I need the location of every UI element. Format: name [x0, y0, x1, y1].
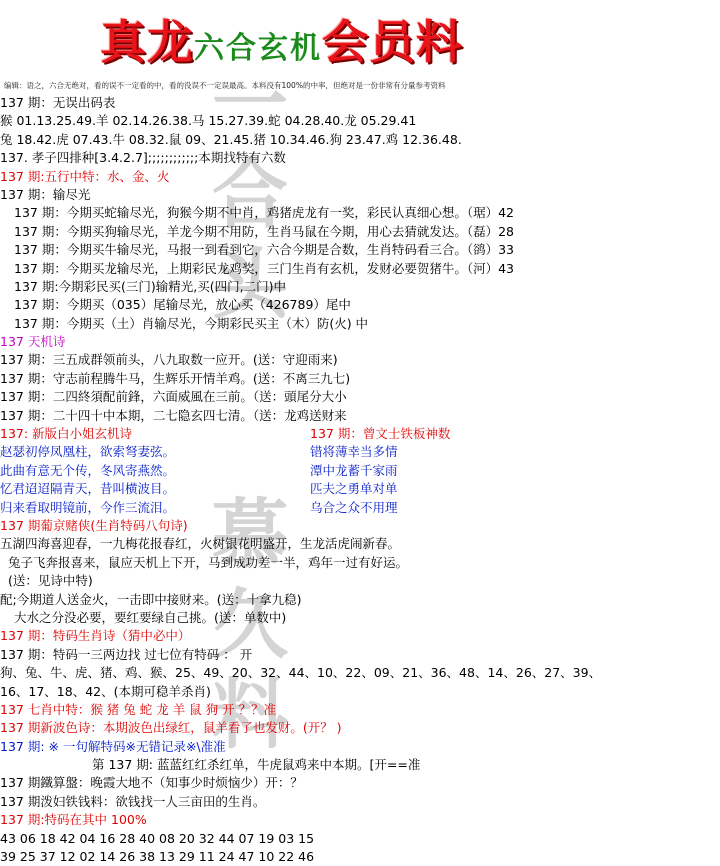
line-pairing-2: 大水之分没必要，要红要绿自己挑。(送：单数中): [14, 609, 287, 625]
line-shrew-material: 137 期泼妇铁钱料：欲钱找一人三亩田的生肖。: [0, 793, 266, 809]
line-wave-color-poem: 137 期新波色诗：本期波色出绿红，鼠羊看了也发财。(开？ ): [0, 720, 342, 736]
white-lady-poem-title: 137: 新版白小姐玄机诗: [0, 426, 133, 442]
iron-plate-line: 乌合之众不用理: [310, 499, 398, 515]
line-number-list-2: 16、17、18、42、(本期可稳羊杀肖): [0, 683, 211, 699]
line-filial-four: 137. 孝子四排种[3.4.2.7];;;;;;;;;;;;本期找特有六数: [0, 150, 286, 166]
banner: [0, 0, 720, 80]
line-special-code-search: 137 期：特码一三两边找 过七位有特码 ： 开: [0, 646, 253, 662]
content: [0, 94, 720, 866]
watermark-char: 头: [212, 240, 288, 329]
line-five-elements: 137 期:五行中特：水、金、火: [0, 168, 170, 184]
line-lose-dragon: 137 期：今期买龙输尽光，上期彩民龙鸡奖，三门生肖有玄机，发财必要贺猪牛。（河）43: [14, 260, 514, 276]
line-no-error-title: 137 期：无误出码表: [0, 95, 116, 110]
line-heaven-poem-4: 137 期：二十四十中本期，二七隐玄四七清。（送：龙鸡送财来: [0, 407, 347, 423]
watermark-char: 一: [212, 60, 288, 149]
line-one-sentence-answer: 第 137 期: 蓝蓝红红杀红单，牛虎鼠鸡来中本期。[开==准: [92, 757, 421, 773]
line-special-code-within: 137 期:特码在其中 100%: [0, 812, 147, 828]
iron-plate-line: 错将薄幸当多情: [310, 444, 398, 460]
line-one-sentence: 137 期: ※ 一句解特码※无错记录※\准准: [0, 738, 226, 754]
line-lose-all-title: 137 期：输尽光: [0, 186, 91, 202]
line-gambler-poem-1: 五湖四海喜迎春，一九梅花报春红，火树银花明盛开，生龙活虎闹新春。: [0, 536, 401, 552]
line-heaven-poem-1: 137 期：三五成群领前头，八九取数一应开。(送：守迎雨来): [0, 352, 338, 368]
white-lady-poem-line: 归来看取明镜前，今作三流泪。: [0, 499, 176, 515]
title-part-2: 六合玄机: [194, 31, 322, 66]
line-heaven-poem-2: 137 期：守志前程腾牛马，生辉乐开情羊鸡。(送：不离三九七): [0, 370, 351, 386]
line-gambler-gift: (送：见诗中特): [8, 573, 93, 589]
line-heaven-poem-title: 137 天机诗: [0, 334, 66, 350]
line-heaven-poem-3: 137 期：二四終須配前鋒，六面威風在三前。（送：頭尾分大小: [0, 389, 347, 405]
line-lose-ox: 137 期：今期买牛输尽光，马报一到看到它，六合今期是合数，生肖特码看三合。（鹆）33: [14, 242, 514, 258]
line-special-zodiac-poem-title: 137 期：特码生肖诗（猜中必中）: [0, 628, 191, 644]
line-zodiac-numbers-1: 猴 01.13.25.49.羊 02.14.26.38.马 15.27.39.蛇 04.28.40.龙 05.29.41: [0, 113, 417, 129]
line-gambler-poem-2: 兔子飞奔报喜来，鼠应天机上下开，马到成功差一半，鸡年一过有好运。: [8, 554, 409, 570]
white-lady-poem-line: 忆君迢迢隔青天，昔叫横波目。: [0, 481, 176, 497]
two-column-row: [0, 462, 720, 480]
line-iron-abacus: 137 期鐵算盤：晚霞大地不（知事少时烦恼少）开：？: [0, 775, 303, 791]
line-seven-zodiacs: 137 七肖中特：猴 猪 兔 蛇 龙 羊 鼠 狗 开 ？？准: [0, 701, 277, 717]
banner-title: [100, 6, 463, 72]
two-column-row: [0, 443, 720, 461]
line-gambler-title: 137 期葡京赌侠(生肖特码八句诗): [0, 517, 188, 533]
line-code-list-1: 43 06 18 42 04 16 28 40 08 20 32 44 07 19 03 15: [0, 830, 315, 846]
line-number-list-1: 狗、兔、牛、虎、猪、鸡、猴、25、49、20、32、44、10、22、09、21、36、48、14、26、27、39、: [0, 665, 602, 681]
white-lady-poem-line: 此曲有意无个传，冬风寄燕然。: [0, 462, 176, 478]
motto-line: 编辑：语之，六合无绝对，看的误不一定看的中，看的没误不一定误最高。本料没有100%的中率，但绝对是一份非常有分量参考资料: [4, 81, 446, 90]
line-lose-dog: 137 期：今期买狗输尽光，羊龙今期不用防，生肖马鼠在今期，用心去猜就发达。（磊）28: [14, 223, 514, 239]
title-part-3: 会员料: [322, 15, 463, 69]
line-code-list-2: 39 25 37 12 02 14 26 38 13 29 11 24 47 10 22 46: [0, 849, 315, 865]
watermark-char: 合: [212, 150, 288, 239]
iron-plate-title: 137 期：曾文士铁板神数: [310, 426, 451, 442]
title-part-1: 真龙: [100, 15, 194, 69]
two-column-row: [0, 480, 720, 498]
line-lose-earth: 137 期：今期买（土）肖输尽光，今期彩民买主（木）防(火) 中: [14, 315, 369, 331]
watermark-char: 料: [212, 670, 288, 759]
line-lose-tails: 137 期：今期买（035）尾输尽光，放心买（426789）尾中: [14, 297, 351, 313]
line-lose-gates: 137 期:今期彩民买(三门)输精光,买(四门,二门)中: [14, 278, 286, 294]
watermark-char: 慕: [212, 490, 288, 579]
white-lady-poem-line: 赵瑟初停凤凰柱，欲索弩妻弦。: [0, 444, 176, 460]
line-zodiac-numbers-2: 兔 18.42.虎 07.43.牛 08.32.鼠 09、21.45.猪 10.34.46.狗 23.47.鸡 12.36.48.: [0, 131, 462, 147]
iron-plate-line: 匹夫之勇单对单: [310, 481, 398, 497]
watermark-char: 久: [212, 580, 288, 669]
line-lose-snake: 137 期：今期买蛇输尽光，狗猴今期不中肖，鸡猪虎龙有一奖，彩民认真细心想。（琚）42: [14, 205, 514, 221]
iron-plate-line: 潭中龙蓄千家雨: [310, 462, 398, 478]
line-pairing-1: 配;今期道人送金火，一击即中接财来。(送：十拿九稳): [0, 591, 302, 607]
two-column-row: [0, 499, 720, 517]
two-column-header: [0, 425, 720, 443]
